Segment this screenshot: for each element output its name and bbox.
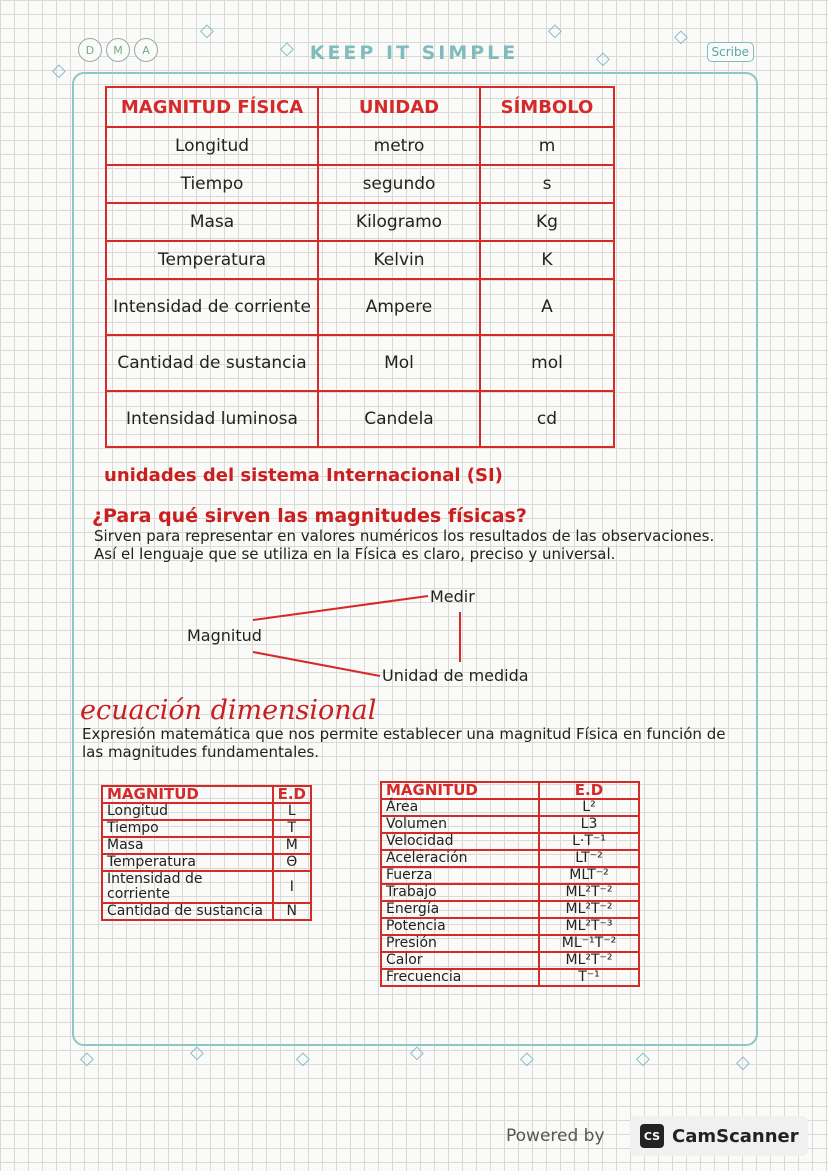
cell-magnitud: Longitud xyxy=(102,803,273,820)
derived-dimensions-table xyxy=(380,781,640,987)
cell-ed: L² xyxy=(539,799,639,816)
cell-magnitud: Aceleración xyxy=(381,850,539,867)
cell-simbolo: s xyxy=(480,165,614,203)
table-row xyxy=(381,850,639,867)
cell-ed: N xyxy=(273,903,311,920)
diamond-icon: ◇ xyxy=(410,1042,424,1063)
cell-simbolo: m xyxy=(480,127,614,165)
cell-ed: ML²T⁻² xyxy=(539,884,639,901)
diamond-icon: ◇ xyxy=(296,1048,310,1069)
diamond-icon: ◇ xyxy=(190,1042,204,1063)
table-row xyxy=(381,969,639,986)
cell-magnitud: Tiempo xyxy=(102,820,273,837)
header-magnitud: MAGNITUD xyxy=(381,782,539,799)
table-row xyxy=(381,952,639,969)
powered-by-text: Powered by xyxy=(506,1126,605,1146)
diamond-icon: ◇ xyxy=(520,1048,534,1069)
table-row xyxy=(381,816,639,833)
cell-magnitud: Presión xyxy=(381,935,539,952)
dma-m: M xyxy=(106,38,130,62)
header-magnitud: MAGNITUD FÍSICA xyxy=(106,87,318,127)
table-header-row xyxy=(102,786,311,803)
cell-ed: L3 xyxy=(539,816,639,833)
cell-magnitud: Área xyxy=(381,799,539,816)
cell-ed: ML²T⁻² xyxy=(539,901,639,918)
cell-ed: L xyxy=(273,803,311,820)
diagram-magnitud: Magnitud xyxy=(187,626,262,645)
cell-unidad: segundo xyxy=(318,165,480,203)
scribe-logo: Scribe xyxy=(707,42,754,62)
cell-magnitud: Trabajo xyxy=(381,884,539,901)
brand-title: KEEP IT SIMPLE xyxy=(309,42,519,64)
cell-magnitud: Masa xyxy=(102,837,273,854)
table-row xyxy=(381,884,639,901)
cell-magnitud: Fuerza xyxy=(381,867,539,884)
diamond-icon: ◇ xyxy=(200,20,214,41)
header-magnitud: MAGNITUD xyxy=(102,786,273,803)
diamond-icon: ◇ xyxy=(280,38,294,59)
cell-unidad: Mol xyxy=(318,335,480,391)
header-ed: E.D xyxy=(273,786,311,803)
header-ed: E.D xyxy=(539,782,639,799)
table-row xyxy=(102,803,311,820)
cell-simbolo: mol xyxy=(480,335,614,391)
diamond-icon: ◇ xyxy=(636,1048,650,1069)
diamond-icon: ◇ xyxy=(52,60,66,81)
dma-a: A xyxy=(134,38,158,62)
cell-magnitud: Temperatura xyxy=(102,854,273,871)
diagram-medir: Medir xyxy=(430,587,475,606)
answer-paragraph: Sirven para representar en valores numéricos los resultados de las observaciones. Así el lenguaje que se utiliza en la Física es claro, preciso y universal. xyxy=(94,527,715,563)
cell-magnitud: Velocidad xyxy=(381,833,539,850)
cell-magnitud: Cantidad de sustancia xyxy=(102,903,273,920)
cell-unidad: Ampere xyxy=(318,279,480,335)
cell-simbolo: Kg xyxy=(480,203,614,241)
table-row xyxy=(102,820,311,837)
cell-ed: ML⁻¹T⁻² xyxy=(539,935,639,952)
cell-unidad: metro xyxy=(318,127,480,165)
table-row xyxy=(381,901,639,918)
cell-ed: T xyxy=(273,820,311,837)
ecuacion-title: ecuación dimensional xyxy=(80,695,377,726)
table-row xyxy=(381,867,639,884)
diagram-unidad: Unidad de medida xyxy=(382,666,529,685)
table-row xyxy=(381,833,639,850)
cell-magnitud: Intensidad de corriente xyxy=(106,279,318,335)
table-row xyxy=(102,837,311,854)
cell-magnitud: Cantidad de sustancia xyxy=(106,335,318,391)
cell-magnitud: Potencia xyxy=(381,918,539,935)
diamond-icon: ◇ xyxy=(80,1048,94,1069)
ecuacion-paragraph: Expresión matemática que nos permite establecer una magnitud Física en función de las magnitudes fundamentales. xyxy=(82,725,726,761)
cell-ed: T⁻¹ xyxy=(539,969,639,986)
table-row xyxy=(381,918,639,935)
cell-ed: M xyxy=(273,837,311,854)
camscanner-name: CamScanner xyxy=(672,1125,799,1147)
header-unidad: UNIDAD xyxy=(318,87,480,127)
line-to-medir xyxy=(253,596,428,620)
cell-unidad: Candela xyxy=(318,391,480,447)
header-simbolo: SÍMBOLO xyxy=(480,87,614,127)
cell-ed: LT⁻² xyxy=(539,850,639,867)
table-row xyxy=(102,871,311,903)
cell-ed: I xyxy=(273,871,311,903)
cell-magnitud: Calor xyxy=(381,952,539,969)
camscanner-badge[interactable] xyxy=(630,1116,808,1156)
question-heading: ¿Para qué sirven las magnitudes físicas? xyxy=(92,505,527,527)
cell-ed: ML²T⁻² xyxy=(539,952,639,969)
cell-ed: ML²T⁻³ xyxy=(539,918,639,935)
cell-unidad: Kilogramo xyxy=(318,203,480,241)
cell-magnitud: Intensidad de corriente xyxy=(102,871,273,903)
table-row xyxy=(381,935,639,952)
cell-magnitud: Frecuencia xyxy=(381,969,539,986)
dma-d: D xyxy=(78,38,102,62)
cell-unidad: Kelvin xyxy=(318,241,480,279)
cell-ed: Θ xyxy=(273,854,311,871)
camscanner-logo-icon: CS xyxy=(640,1124,664,1148)
cell-magnitud: Longitud xyxy=(106,127,318,165)
cell-simbolo: cd xyxy=(480,391,614,447)
table-row xyxy=(381,799,639,816)
fundamental-dimensions-table xyxy=(101,785,312,921)
cell-magnitud: Intensidad luminosa xyxy=(106,391,318,447)
cell-magnitud: Masa xyxy=(106,203,318,241)
cell-simbolo: K xyxy=(480,241,614,279)
table-header-row xyxy=(381,782,639,799)
cell-magnitud: Volumen xyxy=(381,816,539,833)
cell-ed: MLT⁻² xyxy=(539,867,639,884)
si-caption: unidades del sistema Internacional (SI) xyxy=(104,465,503,486)
cell-magnitud: Temperatura xyxy=(106,241,318,279)
diamond-icon: ◇ xyxy=(596,48,610,69)
cell-simbolo: A xyxy=(480,279,614,335)
cell-ed: L·T⁻¹ xyxy=(539,833,639,850)
cell-magnitud: Tiempo xyxy=(106,165,318,203)
table-row xyxy=(102,854,311,871)
table-row xyxy=(102,903,311,920)
line-to-unidad xyxy=(253,652,380,676)
diamond-icon: ◇ xyxy=(736,1052,750,1073)
diamond-icon: ◇ xyxy=(548,20,562,41)
cell-magnitud: Energía xyxy=(381,901,539,918)
diamond-icon: ◇ xyxy=(674,26,688,47)
